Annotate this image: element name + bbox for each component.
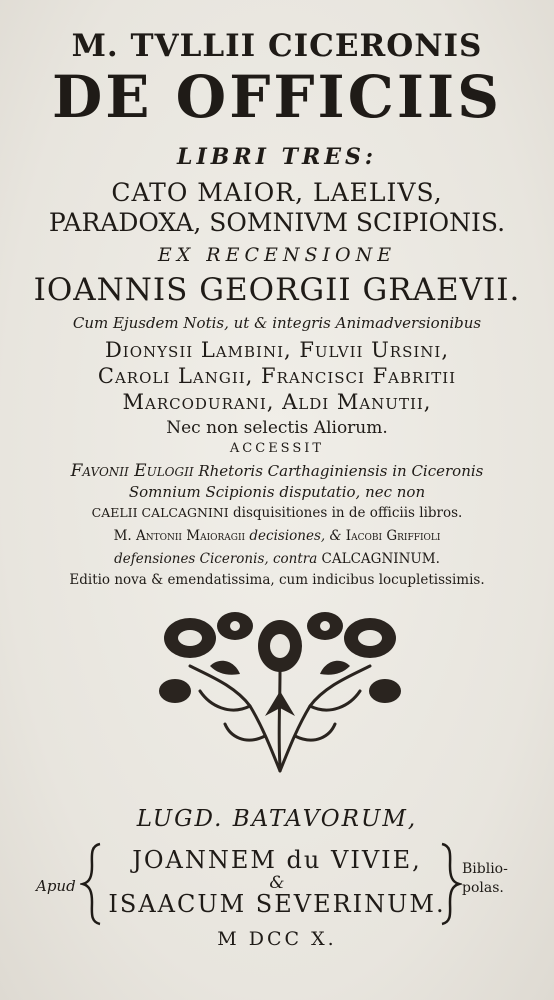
defensiones-line: [0, 551, 554, 567]
somnium-line: Somnium Scipionis disputatio, nec non: [128, 483, 426, 501]
calcagninum-name: CALCAGNINUM.: [317, 551, 440, 567]
printer-ampersand: &: [269, 873, 285, 893]
accessit-line: ACCESSIT: [229, 441, 325, 456]
libri-tres-line: LIBRI TRES:: [176, 144, 378, 170]
work-title: DE OFFICIIS: [51, 63, 503, 131]
maioragi-decisiones: decisiones, &: [245, 528, 346, 544]
author-line: M. TVLLII CICERONIS: [71, 28, 483, 64]
commentators-line-2: Caroli Langii, Francisci Fabritii: [97, 364, 457, 388]
bibliopolas-line-2: polas.: [462, 880, 504, 896]
griffioli-name: Iacobi Griffioli: [345, 528, 441, 544]
caelii-line: [0, 505, 554, 521]
printer-line-1: JOANNEM du VIVIE,: [132, 846, 422, 874]
favonii-name: Favonii Eulogii: [70, 461, 194, 481]
caelii-name: CAELII CALCAGNINI: [91, 505, 229, 520]
maioragi-line: [0, 528, 554, 544]
cum-notis-line: Cum Ejusdem Notis, ut & integris Animadversionibus: [72, 314, 482, 332]
contents-line-2: PARADOXA, SOMNIVM SCIPIONIS.: [48, 208, 506, 237]
apud-label: Apud: [36, 877, 76, 895]
nec-non-line: Nec non selectis Aliorum.: [166, 418, 388, 438]
floral-ornament-icon: [150, 596, 410, 776]
editor-name: IOANNIS GEORGII GRAEVII.: [33, 272, 521, 308]
caelii-desc: disquisitiones in de officiis libros.: [228, 505, 463, 521]
bibliopolas-line-1: Biblio-: [462, 861, 508, 877]
favonii-line: [0, 461, 554, 481]
defensiones-text: defensiones Ciceronis, contra: [114, 551, 318, 567]
favonii-desc: Rhetoris Carthaginiensis in Ciceronis: [193, 462, 484, 480]
publication-year: M DCC X.: [217, 928, 337, 950]
imprint-city: LUGD. BATAVORUM,: [136, 806, 418, 832]
recensione-line: EX RECENSIONE: [157, 244, 397, 266]
commentators-line-3: Marcodurani, Aldi Manutii,: [122, 390, 432, 414]
contents-line-1: CATO MAIOR, LAELIVS,: [111, 178, 443, 207]
editio-line: Editio nova & emendatissima, cum indicibus locupletissimis.: [69, 572, 485, 588]
printer-line-2: ISAACUM SEVERINUM.: [108, 890, 446, 918]
commentators-line-1: Dionysii Lambini, Fulvii Ursini,: [104, 338, 450, 362]
maioragi-name: M. Antonii Maioragii: [113, 528, 246, 544]
